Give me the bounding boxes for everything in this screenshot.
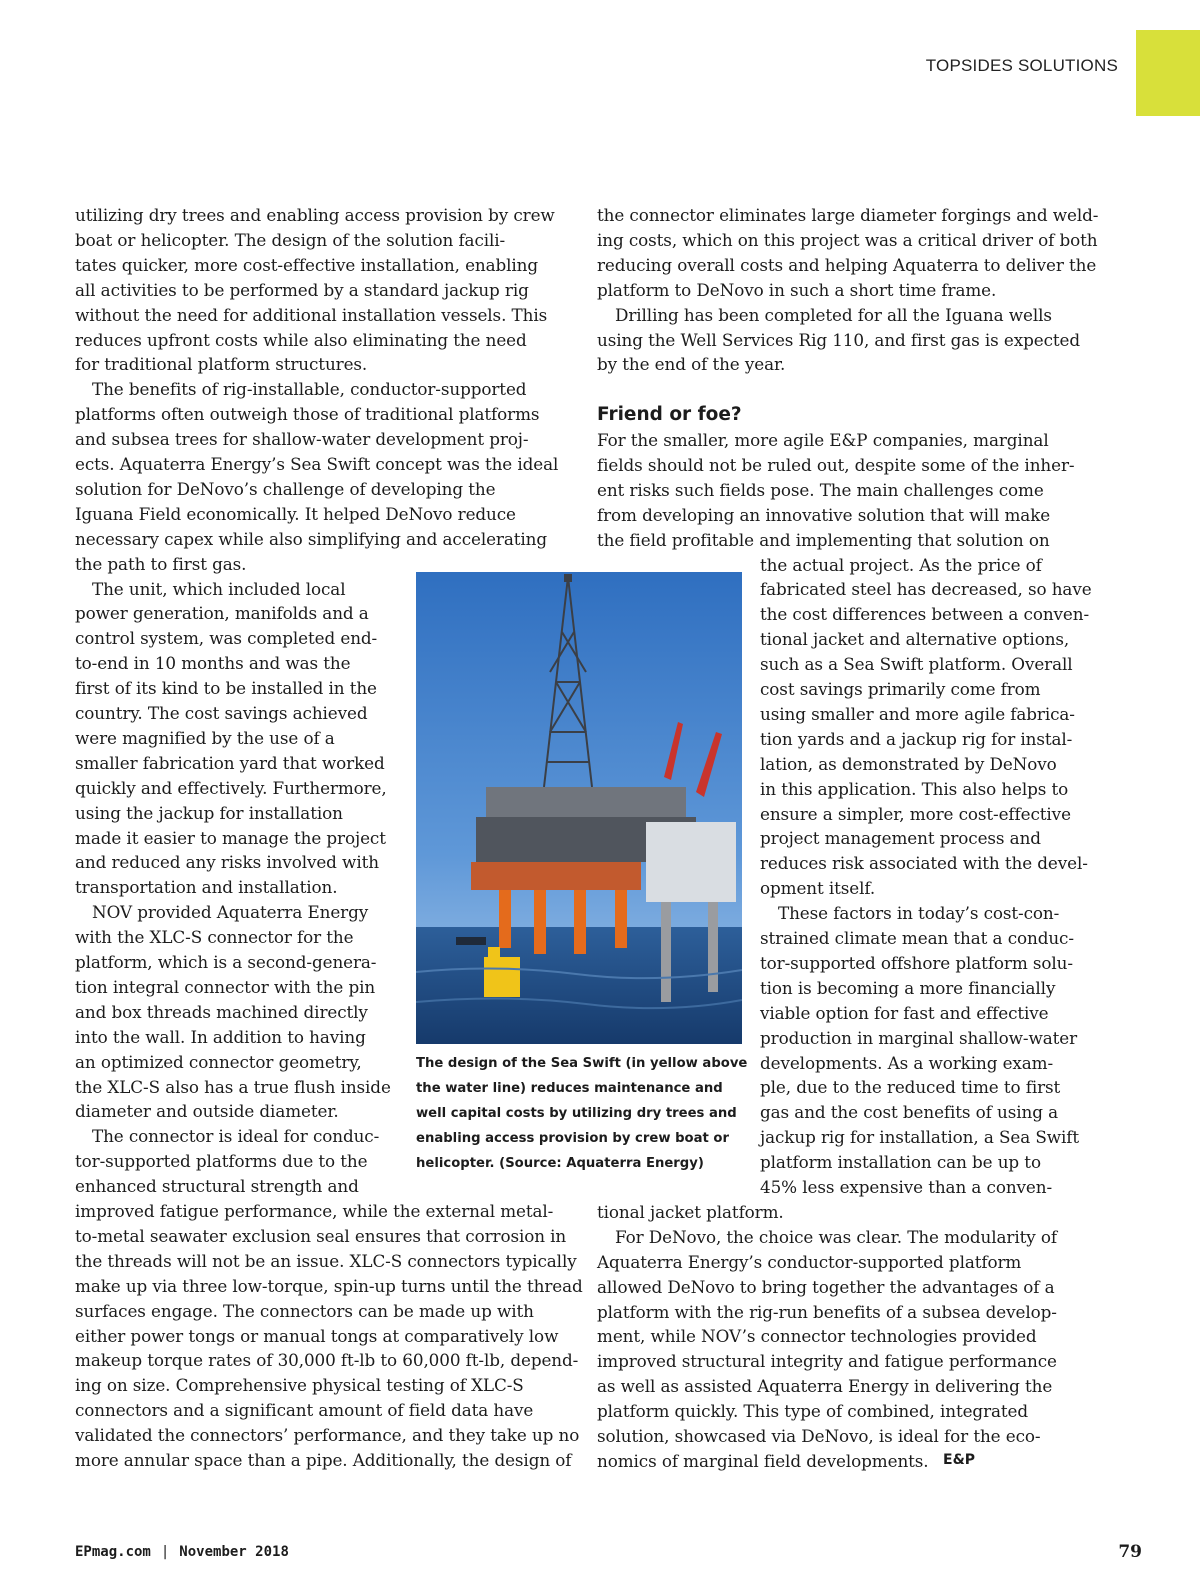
text-line: surfaces engage. The connectors can be made up with [75,1300,534,1321]
text-line: gas and the cost benefits of using a [760,1102,1058,1123]
text-line: tor-supported offshore platform solu- [760,952,1073,973]
text-line: The unit, which included local [92,578,346,599]
text-line: 45% less expensive than a conven- [760,1177,1053,1197]
text-line: tion is becoming a more financially [760,977,1056,998]
text-line: NOV provided Aquaterra Energy [92,902,369,923]
text-line: as well as assisted Aquaterra Energy in delivering the [597,1376,1053,1397]
text-line: diameter and outside diameter. [75,1101,339,1122]
text-line: using the jackup for installation [75,802,343,823]
text-line: platform, which is a second-genera- [75,952,377,972]
text-line: without the need for additional installation vessels. This [75,304,548,325]
text-line: from developing an innovative solution that will make [597,504,1051,525]
text-line: The benefits of rig-installable, conductor-supported [92,379,527,400]
footer-site[interactable]: EPmag.com [75,1544,151,1560]
text-line: into the wall. In addition to having [75,1026,366,1047]
page-number: 79 [1118,1542,1142,1562]
text-line: The connector is ideal for conduc- [92,1126,380,1147]
offshore-platform-illustration [416,572,742,1044]
text-line: fields should not be ruled out, despite some of the inher- [597,454,1075,475]
text-line: reduces upfront costs while also eliminating the need [75,329,527,350]
text-line: using the Well Services Rig 110, and first gas is expected [597,329,1080,350]
text-line: tional jacket platform. [597,1201,784,1222]
text-line: first of its kind to be installed in the [75,678,377,699]
text-line: made it easier to manage the project [75,827,386,848]
footer-publication [75,1544,289,1560]
text-line: to-end in 10 months and was the [75,653,351,674]
text-line: ing costs, which on this project was a critical driver of both [597,229,1098,250]
text-line: and box threads machined directly [75,1001,368,1022]
subhead-friend-or-foe: Friend or foe? [597,404,742,425]
caption-line: the water line) reduces maintenance and [416,1081,723,1096]
text-line: platform quickly. This type of combined, integrated [597,1401,1029,1422]
text-line: platform installation can be up to [760,1152,1041,1173]
text-line: makeup torque rates of 30,000 ft-lb to 60,000 ft-lb, depend- [75,1350,579,1371]
text-line: the XLC-S also has a true flush inside [75,1076,391,1097]
text-line: ects. Aquaterra Energy’s Sea Swift concept was the ideal [75,454,559,474]
text-line: production in marginal shallow-water [760,1027,1078,1048]
text-line: platform to DeNovo in such a short time frame. [597,279,997,300]
text-line: improved structural integrity and fatigue performance [597,1351,1057,1372]
text-line: smaller fabrication yard that worked [75,752,385,773]
text-line: tional jacket and alternative options, [760,629,1070,650]
text-line: Aquaterra Energy’s conductor-supported platform [597,1251,1022,1272]
text-line: solution for DeNovo’s challenge of developing the [75,478,496,499]
text-line: either power tongs or manual tongs at comparatively low [75,1325,559,1346]
text-line: improved fatigue performance, while the external metal- [75,1201,554,1221]
text-line: jackup rig for installation, a Sea Swift [760,1127,1080,1148]
text-line: the field profitable and implementing that solution on [597,529,1050,550]
text-line: power generation, manifolds and a [75,603,369,624]
text-line: all activities to be performed by a standard jackup rig [75,279,529,300]
text-line: enhanced structural strength and [75,1176,359,1197]
text-line: fabricated steel has decreased, so have [760,579,1092,600]
text-line: connectors and a significant amount of field data have [75,1400,534,1421]
text-line: tion yards and a jackup rig for instal- [760,728,1073,749]
text-line: Drilling has been completed for all the Iguana wells [615,304,1052,325]
text-line: the actual project. As the price of [760,554,1042,575]
text-line: an optimized connector geometry, [75,1051,362,1072]
text-line: For the smaller, more agile E&P companies, marginal [597,430,1049,450]
text-line: cost savings primarily come from [760,679,1041,699]
end-of-article-mark: E&P [943,1452,976,1468]
text-line: tates quicker, more cost-effective installation, enabling [75,254,539,275]
text-line: ple, due to the reduced time to first [760,1077,1061,1098]
text-line: and subsea trees for shallow-water development proj- [75,429,529,450]
text-line: platforms often outweigh those of traditional platforms [75,404,540,425]
text-line: in this application. This also helps to [760,778,1069,799]
text-line: necessary capex while also simplifying and accelerating [75,528,548,549]
text-line: the cost differences between a conven- [760,604,1090,625]
text-line: platform with the rig-run benefits of a subsea develop- [597,1301,1057,1322]
footer-separator: | [160,1544,170,1560]
text-line: the path to first gas. [75,553,247,574]
caption-line: helicopter. (Source: Aquaterra Energy) [416,1156,704,1171]
text-line: tor-supported platforms due to the [75,1151,368,1172]
text-line: make up via three low-torque, spin-up turns until the thread [75,1275,583,1296]
text-line: with the XLC-S connector for the [75,927,354,948]
caption-line: well capital costs by utilizing dry trees and [416,1106,737,1121]
text-line: reduces risk associated with the devel- [760,853,1088,874]
text-line: were magnified by the use of a [75,727,335,748]
text-line: country. The cost savings achieved [75,703,368,723]
text-line: project management process and [760,828,1041,849]
text-line: Iguana Field economically. It helped DeNovo reduce [75,503,516,524]
text-line: lation, as demonstrated by DeNovo [760,753,1057,774]
text-line: using smaller and more agile fabrica- [760,703,1075,724]
text-line: developments. As a working exam- [760,1052,1054,1073]
text-line: ensure a simpler, more cost-effective [760,803,1071,824]
text-line: boat or helicopter. The design of the solution facili- [75,229,506,250]
section-accent-block [1136,30,1200,116]
text-line: control system, was completed end- [75,628,378,649]
text-line: nomics of marginal field developments. [597,1450,929,1471]
text-line: validated the connectors’ performance, and they take up no [75,1425,580,1446]
text-line: transportation and installation. [75,877,338,898]
text-line: and reduced any risks involved with [75,852,379,873]
text-line: ment, while NOV’s connector technologies provided [597,1326,1037,1347]
text-line: For DeNovo, the choice was clear. The modularity of [615,1226,1057,1247]
text-line: more annular space than a pipe. Additionally, the design of [75,1450,572,1470]
caption-line: The design of the Sea Swift (in yellow above [416,1056,748,1071]
text-line: viable option for fast and effective [760,1002,1049,1023]
caption-line: enabling access provision by crew boat or [416,1131,729,1146]
offshore-platform-photo [416,572,742,1044]
text-line: ent risks such fields pose. The main challenges come [597,479,1044,500]
text-line: the connector eliminates large diameter forgings and weld- [597,205,1099,225]
text-line: tion integral connector with the pin [75,976,376,997]
text-line: allowed DeNovo to bring together the advantages of a [597,1276,1055,1297]
text-line: utilizing dry trees and enabling access provision by crew [75,205,555,225]
footer-date: November 2018 [179,1544,289,1560]
text-line: opment itself. [760,878,876,899]
text-line: solution, showcased via DeNovo, is ideal for the eco- [597,1426,1041,1446]
text-line: These factors in today’s cost-con- [778,903,1060,924]
text-line: the threads will not be an issue. XLC-S connectors typically [75,1250,577,1271]
text-line: such as a Sea Swift platform. Overall [760,654,1073,675]
text-line: for traditional platform structures. [75,354,368,375]
section-tag: TOPSIDES SOLUTIONS [925,56,1118,75]
text-line: quickly and effectively. Furthermore, [75,777,387,798]
text-line: ing on size. Comprehensive physical testing of XLC-S [75,1375,524,1396]
text-line: to-metal seawater exclusion seal ensures that corrosion in [75,1225,567,1246]
text-line: by the end of the year. [597,354,786,375]
text-line: reducing overall costs and helping Aquaterra to deliver the [597,254,1097,275]
text-line: strained climate mean that a conduc- [760,928,1074,948]
